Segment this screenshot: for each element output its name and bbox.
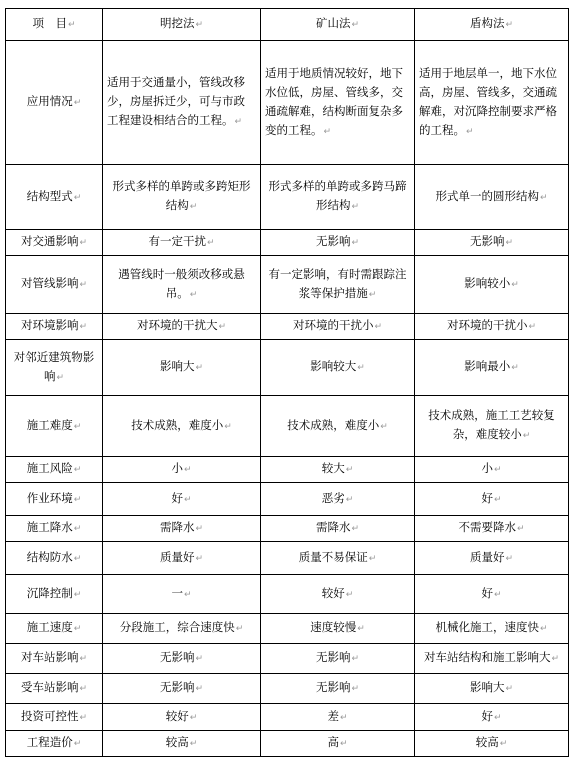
table-cell: 需降水↵ — [103, 516, 261, 542]
table-row — [6, 256, 569, 314]
table-cell: 恶劣↵ — [261, 483, 415, 516]
table-row — [6, 575, 569, 614]
table-cell: 分段施工，综合速度快↵ — [103, 614, 261, 644]
row-label: 对车站影响↵ — [6, 644, 103, 674]
row-label: 结构防水↵ — [6, 542, 103, 575]
row-label: 作业环境↵ — [6, 483, 103, 516]
table-row — [6, 230, 569, 256]
table-cell: 形式单一的圆形结构↵ — [415, 165, 569, 230]
table-cell: 影响较大↵ — [261, 340, 415, 396]
table-cell: 质量好↵ — [415, 542, 569, 575]
table-cell: 好↵ — [103, 483, 261, 516]
table-row — [6, 516, 569, 542]
row-label: 对管线影响↵ — [6, 256, 103, 314]
table-cell: 无影响↵ — [103, 674, 261, 704]
table-cell: 较高↵ — [415, 731, 569, 757]
table-cell: 影响最小↵ — [415, 340, 569, 396]
table-row — [6, 396, 569, 457]
table-cell: 无影响↵ — [261, 644, 415, 674]
table-row — [6, 165, 569, 230]
row-label: 施工速度↵ — [6, 614, 103, 644]
header-cell-open-cut: 明挖法↵ — [103, 9, 261, 41]
table-row — [6, 340, 569, 396]
table-cell: 一↵ — [103, 575, 261, 614]
table-cell: 技术成熟，难度小↵ — [261, 396, 415, 457]
table-cell: 较大↵ — [261, 457, 415, 483]
table-cell: 无影响↵ — [261, 674, 415, 704]
row-label: 沉降控制↵ — [6, 575, 103, 614]
table-cell: 对环境的干扰大↵ — [103, 314, 261, 340]
row-label: 施工难度↵ — [6, 396, 103, 457]
row-label: 受车站影响↵ — [6, 674, 103, 704]
table-cell: 适用于地质情况较好，地下水位低，房屋、管线多，交通疏解难，结构断面复杂多变的工程。↵ — [261, 41, 415, 165]
table-row — [6, 674, 569, 704]
table-cell: 有一定干扰↵ — [103, 230, 261, 256]
table-cell: 质量好↵ — [103, 542, 261, 575]
row-label: 结构型式↵ — [6, 165, 103, 230]
table-cell: 无影响↵ — [415, 230, 569, 256]
row-label: 对邻近建筑物影响↵ — [6, 340, 103, 396]
table-row — [6, 731, 569, 757]
table-cell: 无影响↵ — [261, 230, 415, 256]
table-cell: 质量不易保证↵ — [261, 542, 415, 575]
table-cell: 好↵ — [415, 704, 569, 731]
comparison-table — [5, 8, 569, 757]
table-cell: 遇管线时一般须改移或悬吊。↵ — [103, 256, 261, 314]
table-cell: 较好↵ — [261, 575, 415, 614]
row-label: 对交通影响↵ — [6, 230, 103, 256]
table-cell: 影响较小↵ — [415, 256, 569, 314]
table-cell: 对环境的干扰小↵ — [415, 314, 569, 340]
table-cell: 技术成熟，施工工艺较复杂，难度较小↵ — [415, 396, 569, 457]
table-cell: 有一定影响，有时需跟踪注浆等保护措施↵ — [261, 256, 415, 314]
table-row — [6, 314, 569, 340]
table-cell: 小↵ — [103, 457, 261, 483]
table-cell: 较好↵ — [103, 704, 261, 731]
table-cell: 小↵ — [415, 457, 569, 483]
table-row — [6, 457, 569, 483]
table-cell: 适用于地层单一，地下水位高，房屋、管线多，交通疏解难，对沉降控制要求严格的工程。↵ — [415, 41, 569, 165]
table-cell: 对环境的干扰小↵ — [261, 314, 415, 340]
table-row — [6, 644, 569, 674]
row-label: 投资可控性↵ — [6, 704, 103, 731]
table-cell: 不需要降水↵ — [415, 516, 569, 542]
table-row — [6, 41, 569, 165]
header-cell-mining: 矿山法↵ — [261, 9, 415, 41]
table-cell: 影响大↵ — [415, 674, 569, 704]
table-cell: 对车站结构和施工影响大↵ — [415, 644, 569, 674]
table-cell: 速度较慢↵ — [261, 614, 415, 644]
table-row — [6, 542, 569, 575]
table-cell: 机械化施工，速度快↵ — [415, 614, 569, 644]
table-cell: 好↵ — [415, 483, 569, 516]
table-cell: 技术成熟，难度小↵ — [103, 396, 261, 457]
table-cell: 好↵ — [415, 575, 569, 614]
table-cell: 需降水↵ — [261, 516, 415, 542]
header-cell-item: 项 目↵ — [6, 9, 103, 41]
table-row — [6, 614, 569, 644]
row-label: 应用情况↵ — [6, 41, 103, 165]
table-cell: 高↵ — [261, 731, 415, 757]
row-label: 工程造价↵ — [6, 731, 103, 757]
table-row — [6, 483, 569, 516]
table-cell: 适用于交通量小，管线改移少，房屋拆迁少，可与市政工程建设相结合的工程。↵ — [103, 41, 261, 165]
row-label: 施工降水↵ — [6, 516, 103, 542]
table-row — [6, 704, 569, 731]
table-cell: 影响大↵ — [103, 340, 261, 396]
header-cell-shield: 盾构法↵ — [415, 9, 569, 41]
table-cell: 差↵ — [261, 704, 415, 731]
table-cell: 无影响↵ — [103, 644, 261, 674]
table-cell: 形式多样的单跨或多跨马蹄形结构↵ — [261, 165, 415, 230]
table-cell: 较高↵ — [103, 731, 261, 757]
row-label: 对环境影响↵ — [6, 314, 103, 340]
table-cell: 形式多样的单跨或多跨矩形结构↵ — [103, 165, 261, 230]
header-row — [6, 9, 569, 41]
row-label: 施工风险↵ — [6, 457, 103, 483]
